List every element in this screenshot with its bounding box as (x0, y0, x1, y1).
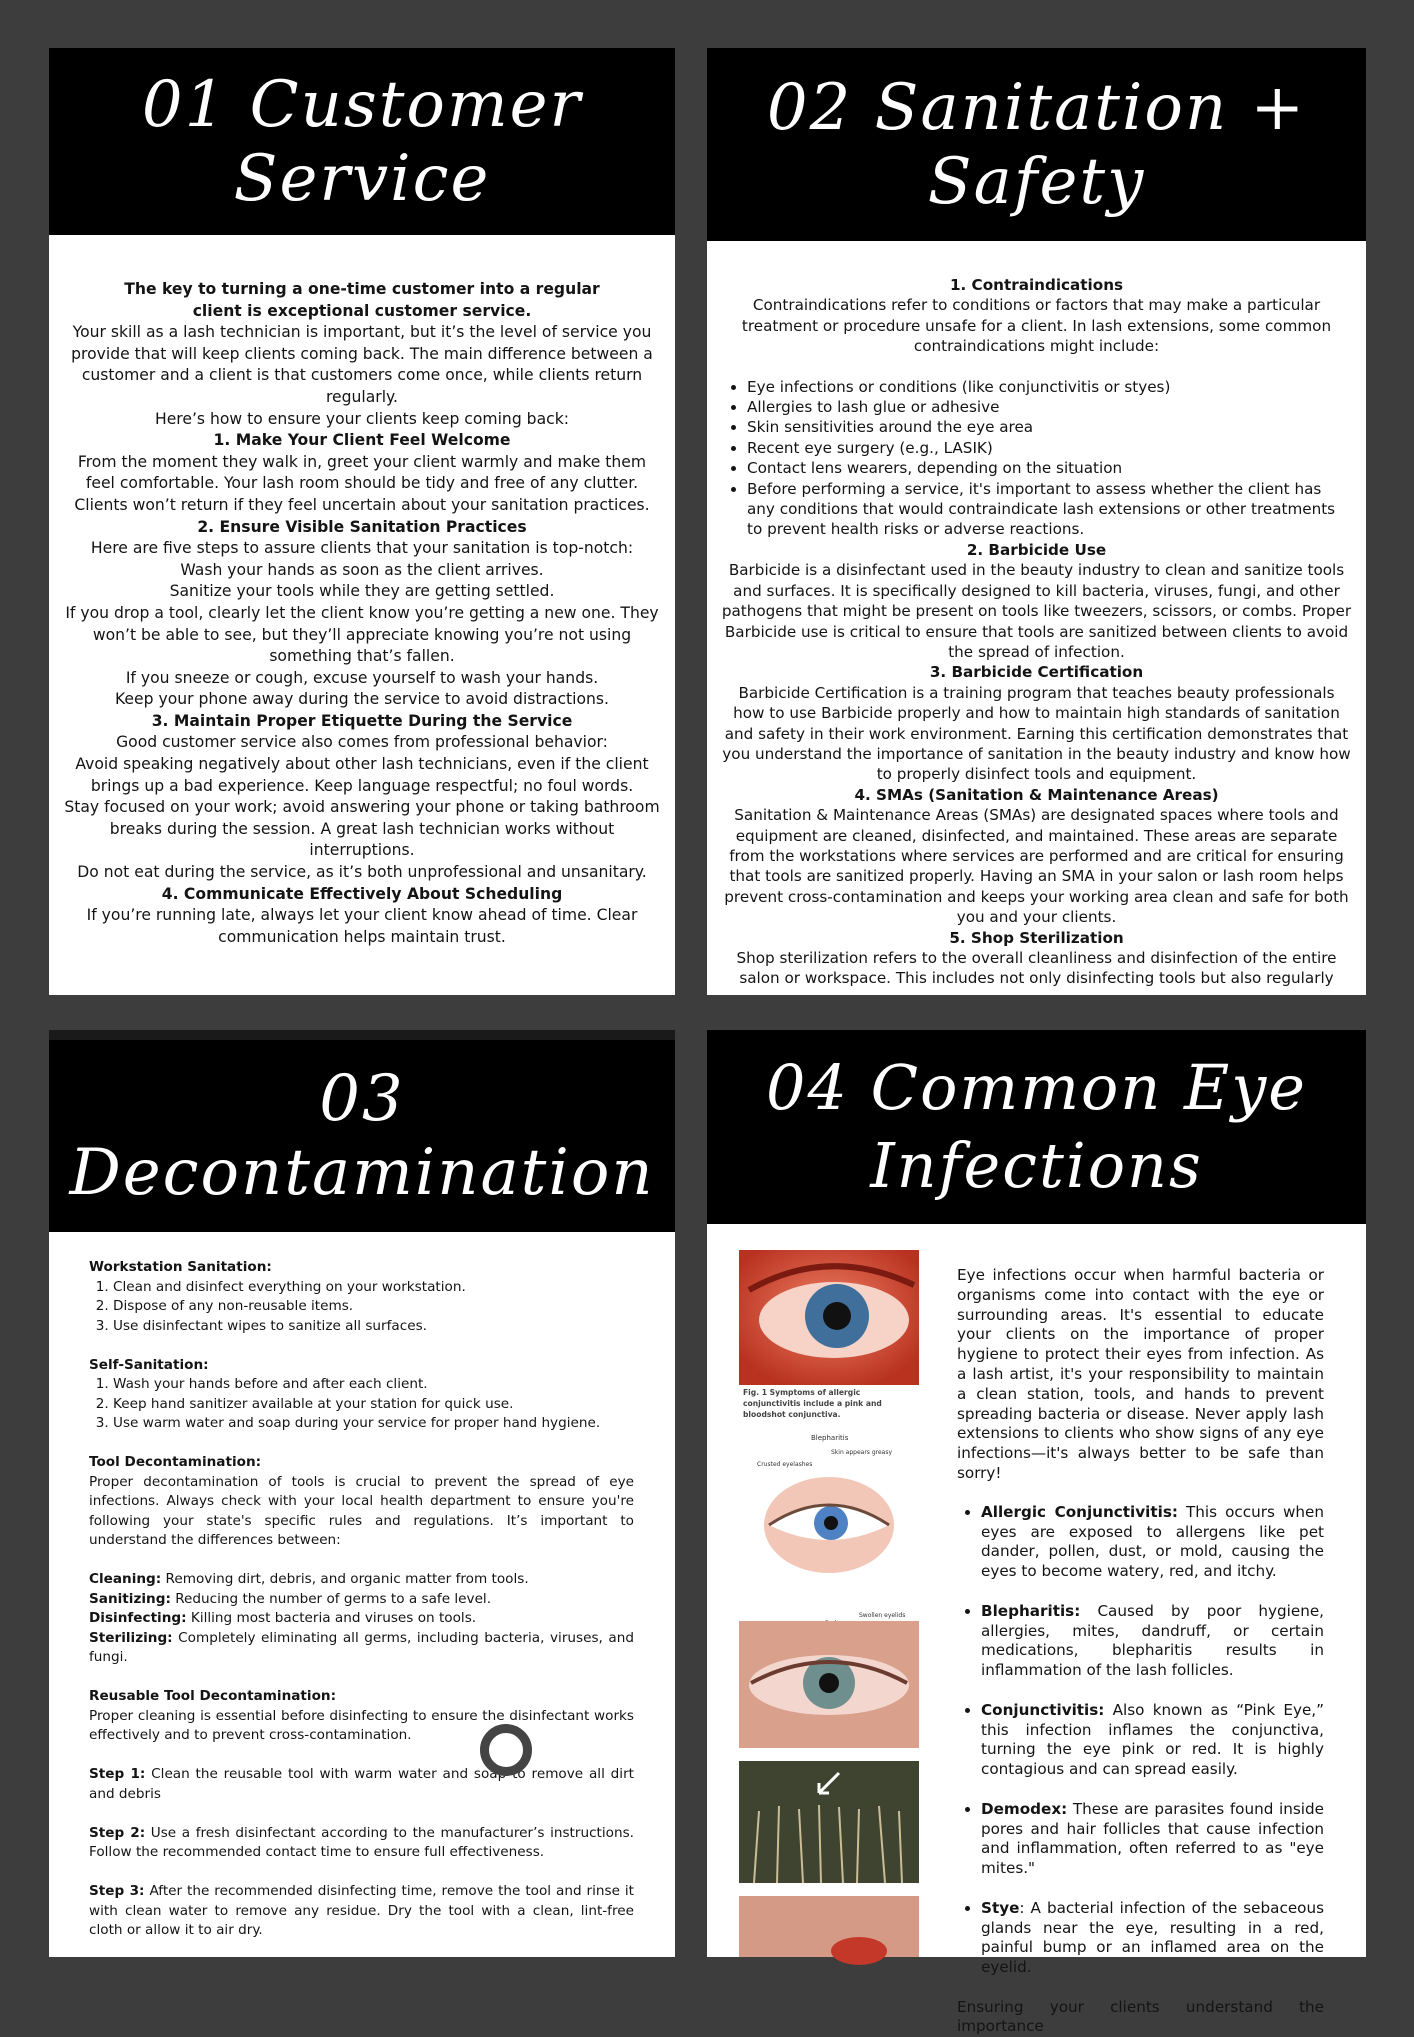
section-text: If you’re running late, always let your client know ahead of time. Clear communication helps maintain trust. (86, 906, 638, 946)
section-line: Here are five steps to assure clients that your sanitation is top-notch: (90, 539, 634, 558)
list-item: • Allergies to lash glue or adhesive (747, 397, 1352, 417)
section-line: Good customer service also comes from professional behavior: (116, 733, 608, 752)
section-heading: 1. Contraindications (949, 276, 1124, 294)
list-item: • Conjunctivitis: Also known as “Pink Eye,” this infection inflames the conjunctiva, turning the eye pink or red. It is highly contagious and can spread easily. (981, 1701, 1324, 1780)
list-item: • Skin sensitivities around the eye area (747, 417, 1352, 437)
section-text: Sanitation & Maintenance Areas (SMAs) are designated spaces where tools and equipment are cleaned, disinfected, and maintained. These areas are separate from the workstations where services are performed and are critical for ensuring that tools are sanitized properly. Having an SMA in your salon or lash room helps prevent cross-contamination and keeps your working area clean and safe for both you and your clients. (724, 806, 1349, 927)
list-item: • Recent eye surgery (e.g., LASIK) (747, 438, 1352, 458)
self-sanitation-list (89, 1375, 634, 1434)
section-line: Sanitize your tools while they are getting settled. (169, 582, 555, 601)
list-item: • Before performing a service, it's important to assess whether the client has any conditions that would contraindicate lash extensions or other treatments to prevent health risks or adverse reactions. (747, 479, 1352, 540)
subsection-heading: Workstation Sanitation: (89, 1259, 272, 1275)
reuse-text: Proper cleaning is essential before disinfecting to ensure the disinfectant works effectively and to prevent cross-contamination. (89, 1707, 634, 1743)
blepharitis-diagram (739, 1430, 919, 1635)
tool-text: Proper decontamination of tools is crucial to prevent the spread of eye infections. Always check with your local health department to ensure you're following your state's specific rules and regulations. It’s important to understand the differences between: (89, 1473, 634, 1548)
list-item: • Contact lens wearers, depending on the situation (747, 458, 1352, 478)
list-item: 1. Clean and disinfect everything on your workstation. (113, 1278, 634, 1298)
section-text: Shop sterilization refers to the overall cleanliness and disinfection of the entire salon or workspace. This includes not only disinfecting tools but also regularly (736, 949, 1337, 988)
section-text: Barbicide Certification is a training program that teaches beauty professionals how to use Barbicide properly and how to maintain high standards of sanitation and safety in their work environment. Earning this certification demonstrates that you understand the importance of sanitation in the beauty industry and know how to properly disinfect tools and equipment. (722, 683, 1351, 784)
step-line: Step 1: Clean the reusable tool with warm water and soap to remove all dirt and debris (89, 1766, 634, 1802)
section-heading: 5. Shop Sterilization (949, 928, 1124, 947)
subsection-heading: Tool Decontamination: (89, 1454, 262, 1470)
section-text: Contraindications refer to conditions or factors that may make a particular treatment or procedure unsafe for a client. In lash extensions, some common contraindications might include: (741, 296, 1332, 356)
subsection-heading: Reusable Tool Decontamination: (89, 1688, 337, 1704)
section-line: Wash your hands as soon as the client arrives. (180, 560, 544, 579)
step-line: Step 3: After the recommended disinfecting time, remove the tool and rinse it with clean water to remove any residue. Dry the tool with a clean, lint-free cloth or allow it to air dry. (89, 1883, 635, 1938)
list-item: 2. Keep hand sanitizer available at your station for quick use. (113, 1395, 634, 1415)
section-heading: 4. SMAs (Sanitation & Maintenance Areas) (854, 785, 1219, 804)
list-item: • Blepharitis: Caused by poor hygiene, allergies, mites, dandruff, or certain medications, blepharitis results in inflammation of the lash follicles. (981, 1602, 1324, 1681)
svg-text:Swollen eyelids: Swollen eyelids (859, 1612, 906, 1619)
svg-text:Blepharitis: Blepharitis (811, 1434, 849, 1442)
panel-2-header (707, 48, 1366, 241)
workstation-list (89, 1278, 634, 1337)
list-item: 1. Wash your hands before and after each client. (113, 1375, 634, 1395)
section-heading: 2. Ensure Visible Sanitation Practices (197, 517, 527, 536)
section-line: Do not eat during the service, as it’s both unprofessional and unsanitary. (77, 863, 647, 882)
list-item: • Allergic Conjunctivitis: This occurs when eyes are exposed to allergens like pet dander, pollen, dust, or mold, causing the eyes to become watery, red, and itchy. (981, 1503, 1324, 1582)
panel-customer-service (49, 48, 675, 995)
panel-1-title: 01 Customer Service (141, 67, 583, 216)
howto-text: Here’s how to ensure your clients keep coming back: (154, 409, 569, 428)
subsection-heading: Self-Sanitation: (89, 1356, 209, 1373)
panel-2-body (707, 241, 1366, 989)
term-line: Disinfecting: Killing most bacteria and viruses on tools. (89, 1610, 477, 1626)
conjunctivitis-photo (739, 1621, 919, 1748)
panel-4-text (957, 1266, 1324, 2037)
intro-text: Your skill as a lash technician is important, but it’s the level of service you provide that will keep clients coming back. The main difference between a customer and a client is that customers come once, while clients return regularly. (71, 323, 653, 406)
panel-4-title-line-2: Infections (870, 1129, 1203, 1202)
section-heading: 4. Communicate Effectively About Scheduling (161, 884, 563, 903)
panel-1-header (49, 48, 675, 235)
step-line: Step 2: Use a fresh disinfectant according to the manufacturer’s instructions. Follow the recommended contact time to ensure full effectiveness. (89, 1824, 635, 1860)
intro-bold: The key to turning a one-time customer into a regular client is exceptional customer service. (124, 280, 600, 320)
panel-3-body (49, 1232, 675, 1941)
section-line: Keep your phone away during the service to avoid distractions. (114, 690, 610, 709)
list-item: • Demodex: These are parasites found inside pores and hair follicles that cause infection and inflammation, often referred to as "eye mites." (981, 1800, 1324, 1879)
list-item: 2. Dispose of any non-reusable items. (113, 1297, 634, 1317)
section-text: From the moment they walk in, greet your client warmly and make them feel comfortable. Your lash room should be tidy and free of any clutter. Clients won’t return if they feel uncertain about your sanitation practices. (74, 452, 650, 514)
section-heading: 2. Barbicide Use (966, 540, 1107, 559)
term-line: Cleaning: Removing dirt, debris, and organic matter from tools. (89, 1571, 529, 1587)
panel-3-title: 03 Decontamination (69, 1062, 655, 1210)
panel-4-title-line-1: 04 Common Eye (766, 1051, 1307, 1124)
term-line: Sanitizing: Reducing the number of germs to a safe level. (89, 1590, 492, 1607)
demodex-photo (739, 1761, 919, 1883)
section-heading: 1. Make Your Client Feel Welcome (213, 431, 511, 450)
svg-text:Crusted eyelashes: Crusted eyelashes (757, 1461, 813, 1468)
panel-common-eye-infections (707, 1030, 1366, 2036)
panel-4-header (707, 1030, 1366, 1224)
section-line: Stay focused on your work; avoid answering your phone or taking bathroom breaks during the session. A great lash technician works without interruptions. (64, 798, 660, 860)
list-item: • Stye: A bacterial infection of the sebaceous glands near the eye, resulting in a red, painful bump or an inflamed area on the eyelid. (981, 1899, 1324, 1978)
section-heading: 3. Maintain Proper Etiquette During the Service (151, 711, 573, 730)
section-text: Barbicide is a disinfectant used in the beauty industry to clean and sanitize tools and surfaces. It is specifically designed to kill bacteria, viruses, fungi, and other pathogens that might be present on tools like tweezers, scissors, or combs. Proper Barbicide use is critical to ensure that tools are sanitized between clients to avoid the spread of infection. (721, 561, 1352, 661)
list-item: • Eye infections or conditions (like conjunctivitis or styes) (747, 377, 1352, 397)
section-heading: 3. Barbicide Certification (929, 663, 1144, 682)
list-item: 3. Use warm water and soap during your service for proper hand hygiene. (113, 1414, 634, 1434)
section-line: Avoid speaking negatively about other lash technicians, even if the client brings up a bad experience. Keep language respectful; no foul words. (75, 755, 649, 795)
section-line: If you sneeze or cough, excuse yourself to wash your hands. (125, 668, 599, 687)
panel-sanitation-safety (707, 48, 1366, 995)
svg-text:Skin appears greasy: Skin appears greasy (831, 1449, 893, 1456)
infection-list (957, 1503, 1324, 1978)
panel-3-header (49, 1030, 675, 1232)
panel-1-body (49, 235, 675, 948)
stye-photo (739, 1896, 919, 1957)
loading-ring-icon (480, 1724, 532, 1776)
intro-text: Eye infections occur when harmful bacteria or organisms come into contact with the eye or surrounding areas. It's essential to educate your clients on the importance of proper hygiene to protect their eyes from infection. As a lash artist, it's your responsibility to maintain a clean station, tools, and hands to prevent spreading bacteria or disease. Never apply lash extensions to clients who show signs of any eye infections—it's always better to be safe than sorry! (957, 1266, 1324, 1482)
contraindications-list (721, 377, 1352, 540)
term-line: Sterilizing: Completely eliminating all germs, including bacteria, viruses, and fungi. (89, 1629, 634, 1665)
closing-text: Ensuring your clients understand the importance (957, 1997, 1324, 2036)
panel-decontamination (49, 1030, 675, 1957)
panel-2-title: 02 Sanitation + Safety (766, 70, 1307, 219)
list-item: 3. Use disinfectant wipes to sanitize all surfaces. (113, 1317, 634, 1337)
section-line: If you drop a tool, clearly let the client know you’re getting a new one. They won’t be able to see, but they’ll appreciate knowing you’re not using something that’s fallen. (65, 603, 659, 666)
figure-caption: Fig. 1 Symptoms of allergic conjunctivitis include a pink and bloodshot conjunctiva. (743, 1388, 882, 1419)
allergic-conjunctivitis-photo (739, 1250, 919, 1385)
